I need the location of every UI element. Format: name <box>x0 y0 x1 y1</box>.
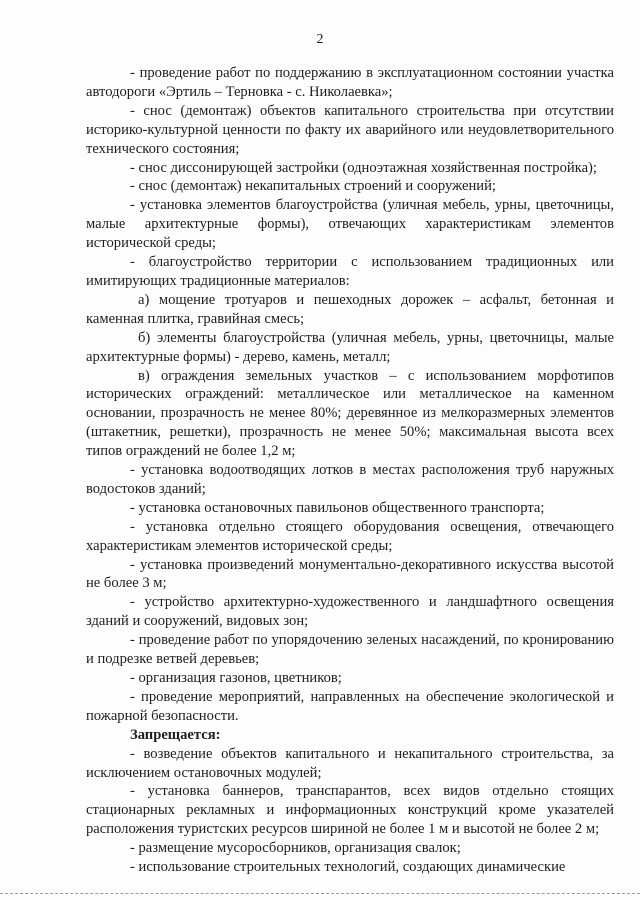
page-bottom-edge <box>0 893 640 894</box>
list-item: - снос (демонтаж) некапитальных строений и сооружений; <box>130 178 496 195</box>
list-item: - устройство архитектурно-художественного и ландшафтного освещения зданий и сооружений, видовых зон; <box>86 594 614 630</box>
list-item: - организация газонов, цветников; <box>130 670 342 686</box>
list-item: - снос (демонтаж) объектов капитального строительства при отсутствии историко-культурной ценности по факту их аварийного или неудовлетворительного технического состояния; <box>86 102 614 157</box>
document-body <box>86 64 614 877</box>
list-item: - проведение работ по поддержанию в эксплуатационном состоянии участка автодороги «Эртиль – Терновка - с. Николаевка»; <box>86 65 614 100</box>
list-item: - установка отдельно стоящего оборудования освещения, отвечающего характеристикам элементов исторической среды; <box>86 518 614 554</box>
sub-list-item: в) ограждения земельных участков – с использованием морфотипов исторических ограждений: металлическое или металлическое на каменном основании, прозрачность не менее 80%; деревянное из мелкоразмерных элементов (штакетник, решетки), прозрачность не менее 50%; максимальная высота всех типов ограждений не более 1,2 м; <box>86 367 614 460</box>
prohibited-item: - установка баннеров, транспарантов, всех видов отдельно стоящих стационарных рекламных и информационных конструкций кроме указателей расположения туристских ресурсов шириной не более 1 м и высотой не более 2 м; <box>86 783 614 838</box>
list-item: - проведение мероприятий, направленных на обеспечение экологической и пожарной безопасности. <box>86 688 614 724</box>
list-item: - установка водоотводящих лотков в местах расположения труб наружных водостоков зданий; <box>86 462 614 497</box>
sub-list-item: б) элементы благоустройства (уличная мебель, урны, цветочницы, малые архитектурные формы) - дерево, камень, металл; <box>86 329 614 365</box>
list-item: - снос диссонирующей застройки (одноэтажная хозяйственная постройка); <box>130 159 597 176</box>
prohibited-item: - возведение объектов капитального и некапитального строительства, за исключением остановочных модулей; <box>86 745 614 781</box>
list-item: - проведение работ по упорядочению зеленых насаждений, по кронированию и подрезке ветвей деревьев; <box>86 632 614 668</box>
list-item: - установка произведений монументально-декоративного искусства высотой не более 3 м; <box>86 556 614 592</box>
page-number: 2 <box>316 32 324 47</box>
list-item: - установка остановочных павильонов общественного транспорта; <box>130 499 545 516</box>
prohibited-item: - размещение мусоросборников, организация свалок; <box>130 840 461 857</box>
prohibited-heading: Запрещается: <box>130 726 221 743</box>
list-item: - установка элементов благоустройства (уличная мебель, урны, цветочницы, малые архитектурные формы), отвечающих характеристикам элементов исторической среды; <box>86 197 614 252</box>
permitted-works-list-continued <box>86 461 614 726</box>
materials-sub-list <box>86 291 614 461</box>
prohibited-list <box>86 745 614 877</box>
prohibited-item: - использование строительных технологий, создающих динамические <box>130 859 566 876</box>
permitted-works-list <box>86 64 614 291</box>
list-item: - благоустройство территории с использованием традиционных или имитирующих традиционные материалов: <box>86 254 614 289</box>
sub-list-item: а) мощение тротуаров и пешеходных дорожек – асфальт, бетонная и каменная плитка, гравийная смесь; <box>86 291 614 327</box>
